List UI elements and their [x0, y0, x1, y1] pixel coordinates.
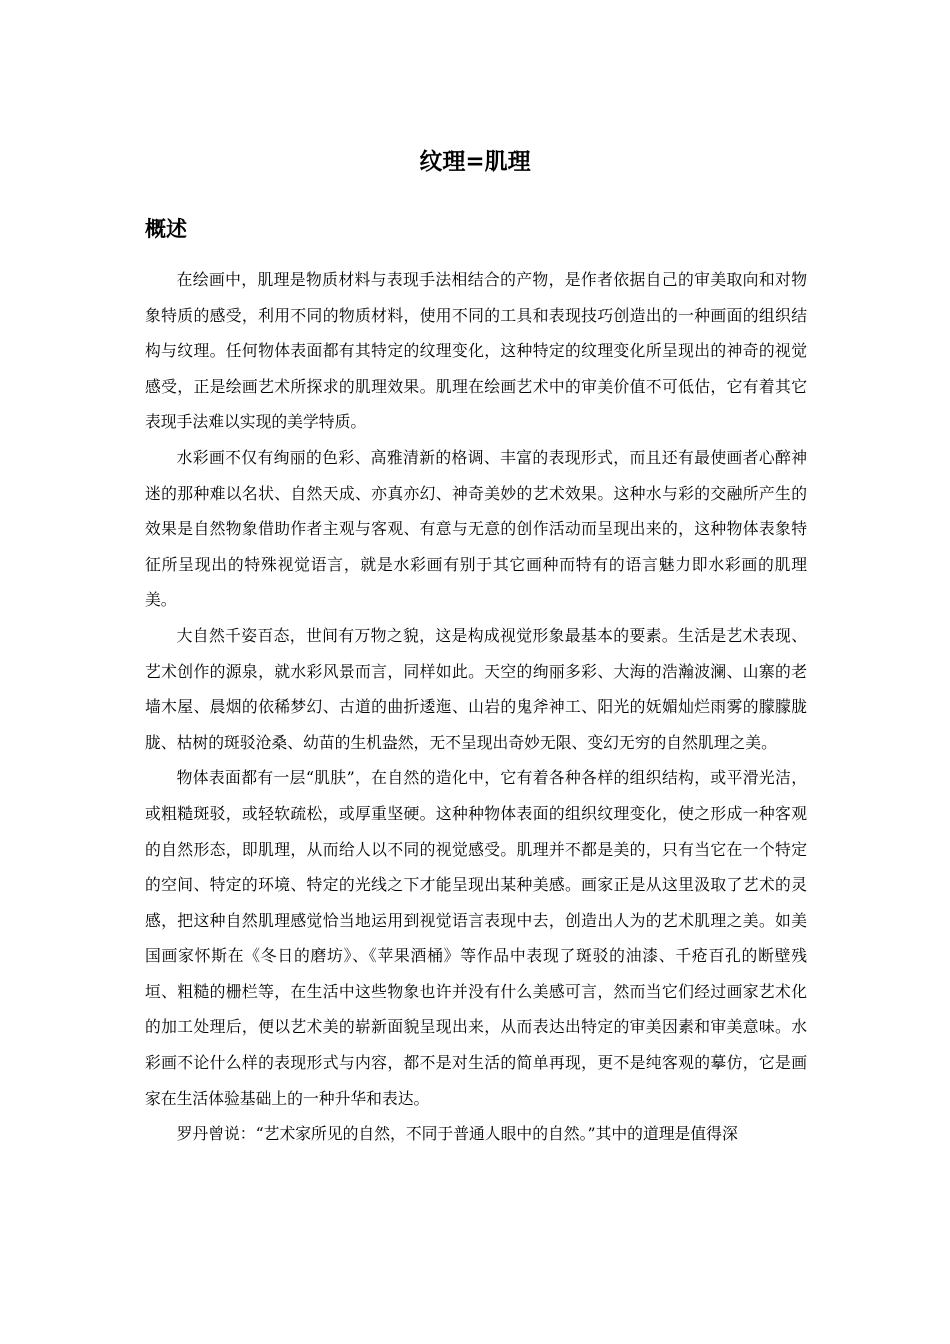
document-body [145, 262, 807, 1152]
section-heading: 概述 [145, 217, 187, 241]
paragraph: 在绘画中，肌理是物质材料与表现手法相结合的产物，是作者依据自己的审美取向和对物象特质的感受，利用不同的物质材料，使用不同的工具和表现技巧创造出的一种画面的组织结构与纹理。任何物体表面都有其特定的纹理变化，这种特定的纹理变化所呈现出的神奇的视觉感受，正是绘画艺术所探求的肌理效果。肌理在绘画艺术中的审美价值不可低估，它有着其它表现手法难以实现的美学特质。 [145, 270, 807, 432]
paragraph: 大自然千姿百态，世间有万物之貌，这是构成视觉形象最基本的要素。生活是艺术表现、艺术创作的源泉，就水彩风景而言，同样如此。天空的绚丽多彩、大海的浩瀚波澜、山寨的老墙木屋、晨烟的依稀梦幻、古道的曲折逶迤、山岩的鬼斧神工、阳光的妩媚灿烂雨雾的朦朦胧胧、枯树的斑驳沧桑、幼苗的生机盎然，无不呈现出奇妙无限、变幻无穷的自然肌理之美。 [145, 625, 807, 752]
paragraph: 物体表面都有一层“肌肤”，在自然的造化中，它有着各种各样的组织结构，或平滑光洁，或粗糙斑驳，或轻软疏松，或厚重坚硬。这种种物体表面的组织纹理变化，使之形成一种客观的自然形态，即肌理，从而给人以不同的视觉感受。肌理并不都是美的，只有当它在一个特定的空间、特定的环境、特定的光线之下才能呈现出某种美感。画家正是从这里汲取了艺术的灵感，把这种自然肌理感觉恰当地运用到视觉语言表现中去，创造出人为的艺术肌理之美。如美国画家怀斯在《冬日的磨坊》、《苹果酒桶》等作品中表现了斑驳的油漆、千疮百孔的断壁残垣、粗糙的栅栏等，在生活中这些物象也许并没有什么美感可言，然而当它们经过画家艺术化的加工处理后，便以艺术美的崭新面貌呈现出来，从而表达出特定的审美因素和审美意味。水彩画不论什么样的表现形式与内容，都不是对生活的简单再现，更不是纯客观的摹仿，它是画家在生活体验基础上的一种升华和表达。 [145, 768, 807, 1108]
paragraph: 水彩画不仅有绚丽的色彩、高雅清新的格调、丰富的表现形式，而且还有最使画者心醉神迷的那种难以名状、自然天成、亦真亦幻、神奇美妙的艺术效果。这种水与彩的交融所产生的效果是自然物象借助作者主观与客观、有意与无意的创作活动而呈现出来的，这种物体表象特征所呈现出的特殊视觉语言，就是水彩画有别于其它画种而特有的语言魅力即水彩画的肌理美。 [145, 447, 807, 610]
document-title: 纹理=肌理 [419, 149, 531, 175]
paragraph: 罗丹曾说：“艺术家所见的自然，不同于普通人眼中的自然。”其中的道理是值得深 [176, 1124, 738, 1144]
